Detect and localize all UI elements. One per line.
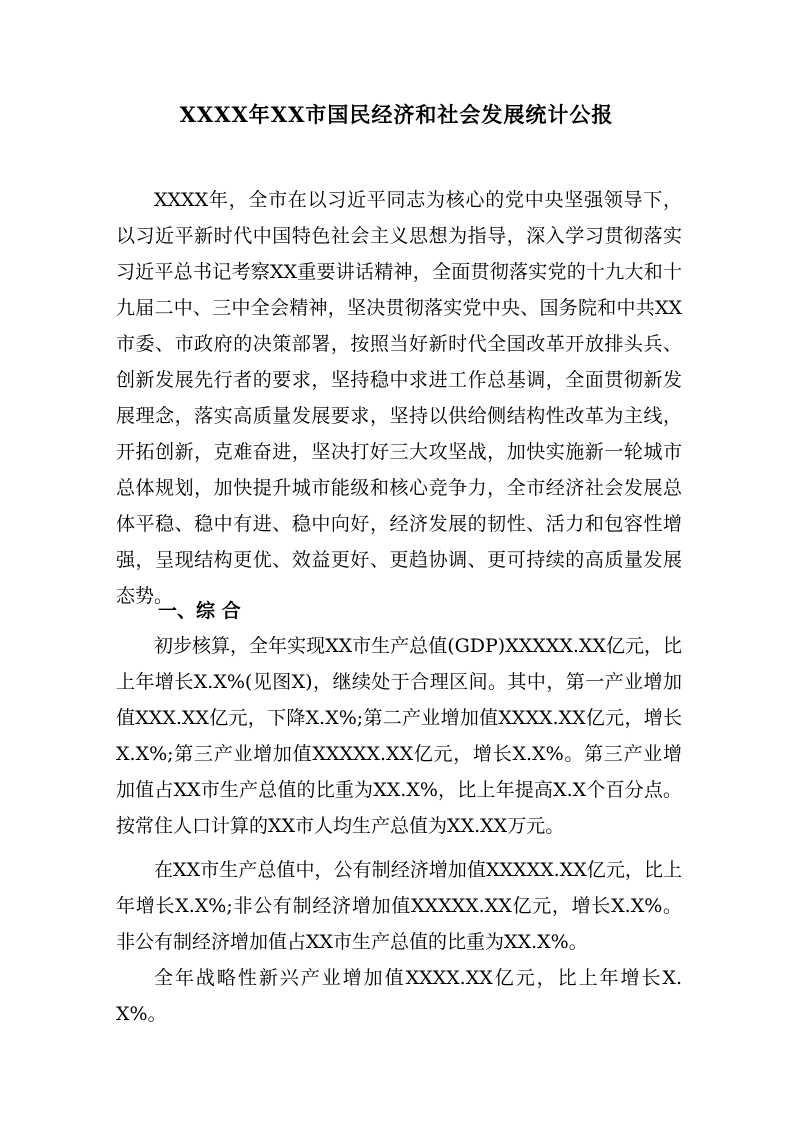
gdp-paragraph: 初步核算，全年实现XX市生产总值(GDP)XXXXX.XX亿元，比上年增长X.X%(见图X)，继续处于合理区间。其中，第一产业增加值XXX.XX亿元，下降X.X%;第二产业增加值XXXX.XX亿元，增长X.X%;第三产业增加值XXXXX.XX亿元，增长X.X%。第三产业增加值占XX市生产总值的比重为XX.X%，比上年提高X.X个百分点。按常住人口计算的XX市人均生产总值为XX.XX万元。 [116,635,682,837]
ownership-paragraph-block [116,852,682,960]
document-title: XXXX年XX市国民经济和社会发展统计公报 [179,102,614,127]
section-heading: 一、综 合 [158,600,241,622]
section-heading-block [116,592,682,630]
intro-paragraph-block [116,182,682,614]
strategic-paragraph-block [116,960,682,1032]
intro-paragraph: XXXX年，全市在以习近平同志为核心的党中央坚强领导下，以习近平新时代中国特色社会主义思想为指导，深入学习贯彻落实习近平总书记考察XX重要讲话精神，全面贯彻落实党的十九大和十九届二中、三中全会精神，坚决贯彻落实党中央、国务院和中共XX市委、市政府的决策部署，按照当好新时代全国改革开放排头兵、创新发展先行者的要求，坚持稳中求进工作总基调，全面贯彻新发展理念，落实高质量发展要求，坚持以供给侧结构性改革为主线，开拓创新，克难奋进，坚决打好三大攻坚战，加快实施新一轮城市总体规划，加快提升城市能级和核心竞争力，全市经济社会发展总体平稳、稳中有进、稳中向好，经济发展的韧性、活力和包容性增强，呈现结构更优、效益更好、更趋协调、更可持续的高质量发展态势。 [116,189,682,607]
strategic-paragraph: 全年战略性新兴产业增加值XXXX.XX亿元，比上年增长X.X%。 [116,967,682,1025]
ownership-paragraph: 在XX市生产总值中，公有制经济增加值XXXXX.XX亿元，比上年增长X.X%;非公有制经济增加值XXXXX.XX亿元，增长X.X%。非公有制经济增加值占XX市生产总值的比重为XX.X%。 [116,859,682,953]
gdp-paragraph-block [116,628,682,844]
